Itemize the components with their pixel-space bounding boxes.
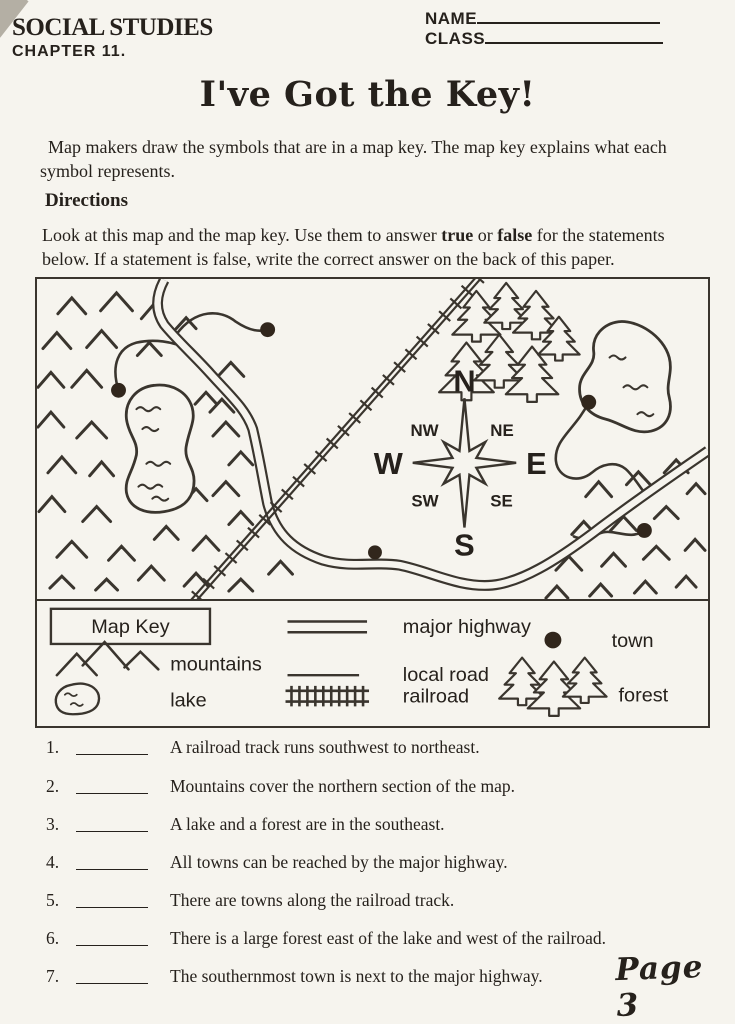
lake-west [126, 385, 194, 512]
page-title: I've Got the Key! [199, 74, 536, 115]
answer-blank [76, 815, 148, 832]
intro-paragraph: Map makers draw the symbols that are in a map key. The map key explains what each symbol represents. [40, 137, 667, 181]
major-highway-key-label: major highway [402, 616, 531, 639]
answer-blank [76, 853, 148, 870]
local-road-west [115, 341, 187, 390]
question-text: There is a large forest east of the lake and west of the railroad. [170, 928, 607, 948]
question-number: 5. [46, 890, 60, 910]
question-text: There are towns along the railroad track. [170, 890, 455, 910]
class-label: CLASS [425, 29, 486, 48]
railroad-key-label: railroad [402, 685, 470, 708]
class-blank-line [485, 28, 663, 44]
local-road-key-label: local road [402, 664, 489, 687]
town-dot-north [260, 322, 275, 337]
answer-blank [76, 777, 148, 794]
question-text: The southernmost town is next to the major highway. [170, 966, 543, 986]
false-emphasis: false [497, 225, 533, 245]
town-dot-northeast [581, 395, 596, 410]
forest-key-icon [499, 658, 606, 716]
lake-key-label: lake [170, 689, 207, 712]
town-key-icon [544, 632, 561, 649]
forest-key-label: forest [618, 684, 669, 707]
directions-text: or [473, 225, 498, 245]
map-key-title: Map Key [91, 616, 170, 639]
question-row [46, 814, 445, 835]
lake-key-icon [56, 684, 99, 715]
town-dot-south [368, 545, 382, 559]
question-text: Mountains cover the northern section of the map. [170, 776, 516, 796]
question-number: 4. [46, 852, 60, 872]
map-illustration [37, 279, 708, 599]
header-left [12, 14, 213, 61]
compass-label-w: W [373, 445, 403, 481]
compass-label-n: N [453, 363, 476, 399]
town-key-label: town [611, 630, 654, 652]
compass-label-sw: SW [411, 491, 439, 511]
question-row [46, 890, 454, 911]
major-highway-key-icon [288, 622, 368, 633]
town-dot-west [111, 383, 126, 398]
answer-blank [76, 738, 148, 755]
question-number: 2. [46, 776, 60, 796]
chapter-label: CHAPTER 11. [12, 43, 127, 60]
name-row [425, 8, 663, 28]
answer-blank [76, 967, 148, 984]
question-number: 3. [46, 814, 60, 834]
question-row [46, 966, 543, 987]
question-text: All towns can be reached by the major highway. [170, 852, 508, 872]
directions-text: Look at this map and the map key. Use them to answer [42, 225, 442, 245]
question-row [46, 928, 606, 949]
pine-tree-icon [484, 283, 528, 329]
true-emphasis: true [441, 225, 474, 245]
question-row [46, 776, 515, 797]
compass-label-ne: NE [490, 421, 514, 441]
name-label: NAME [425, 9, 478, 28]
pine-tree-icon [563, 658, 607, 703]
directions-heading: Directions [45, 190, 129, 211]
name-blank-line [477, 8, 660, 24]
mountains-key-label: mountains [170, 653, 262, 676]
compass-label-e: E [526, 445, 547, 481]
mountains-key-icon [57, 642, 158, 675]
compass-label-nw: NW [410, 421, 439, 441]
page-number: Page 3 [614, 949, 704, 1024]
question-number: 7. [46, 966, 60, 986]
class-row [425, 28, 663, 48]
header-right [425, 8, 663, 48]
question-number: 6. [46, 928, 60, 948]
question-row [46, 852, 508, 873]
answer-blank [76, 929, 148, 946]
map-figure [35, 277, 710, 728]
directions-paragraph [42, 224, 707, 272]
mountains-southeast [546, 460, 705, 598]
railroad-key-icon [286, 686, 370, 707]
subject-title: SOCIAL STUDIES [12, 14, 213, 41]
town-dot-southeast [637, 523, 652, 538]
directions-text: for the statements below. If a statement is false, write the correct answer on the back of this paper. [42, 225, 665, 269]
question-text: A lake and a forest are in the southeast. [170, 814, 445, 834]
compass-label-se: SE [490, 491, 513, 511]
compass-label-s: S [454, 527, 475, 563]
question-text: A railroad track runs southwest to northeast. [170, 737, 480, 757]
lake-northeast [580, 322, 671, 432]
question-row [46, 737, 480, 758]
map-key-section [37, 599, 708, 724]
question-number: 1. [46, 737, 60, 757]
answer-blank [76, 891, 148, 908]
